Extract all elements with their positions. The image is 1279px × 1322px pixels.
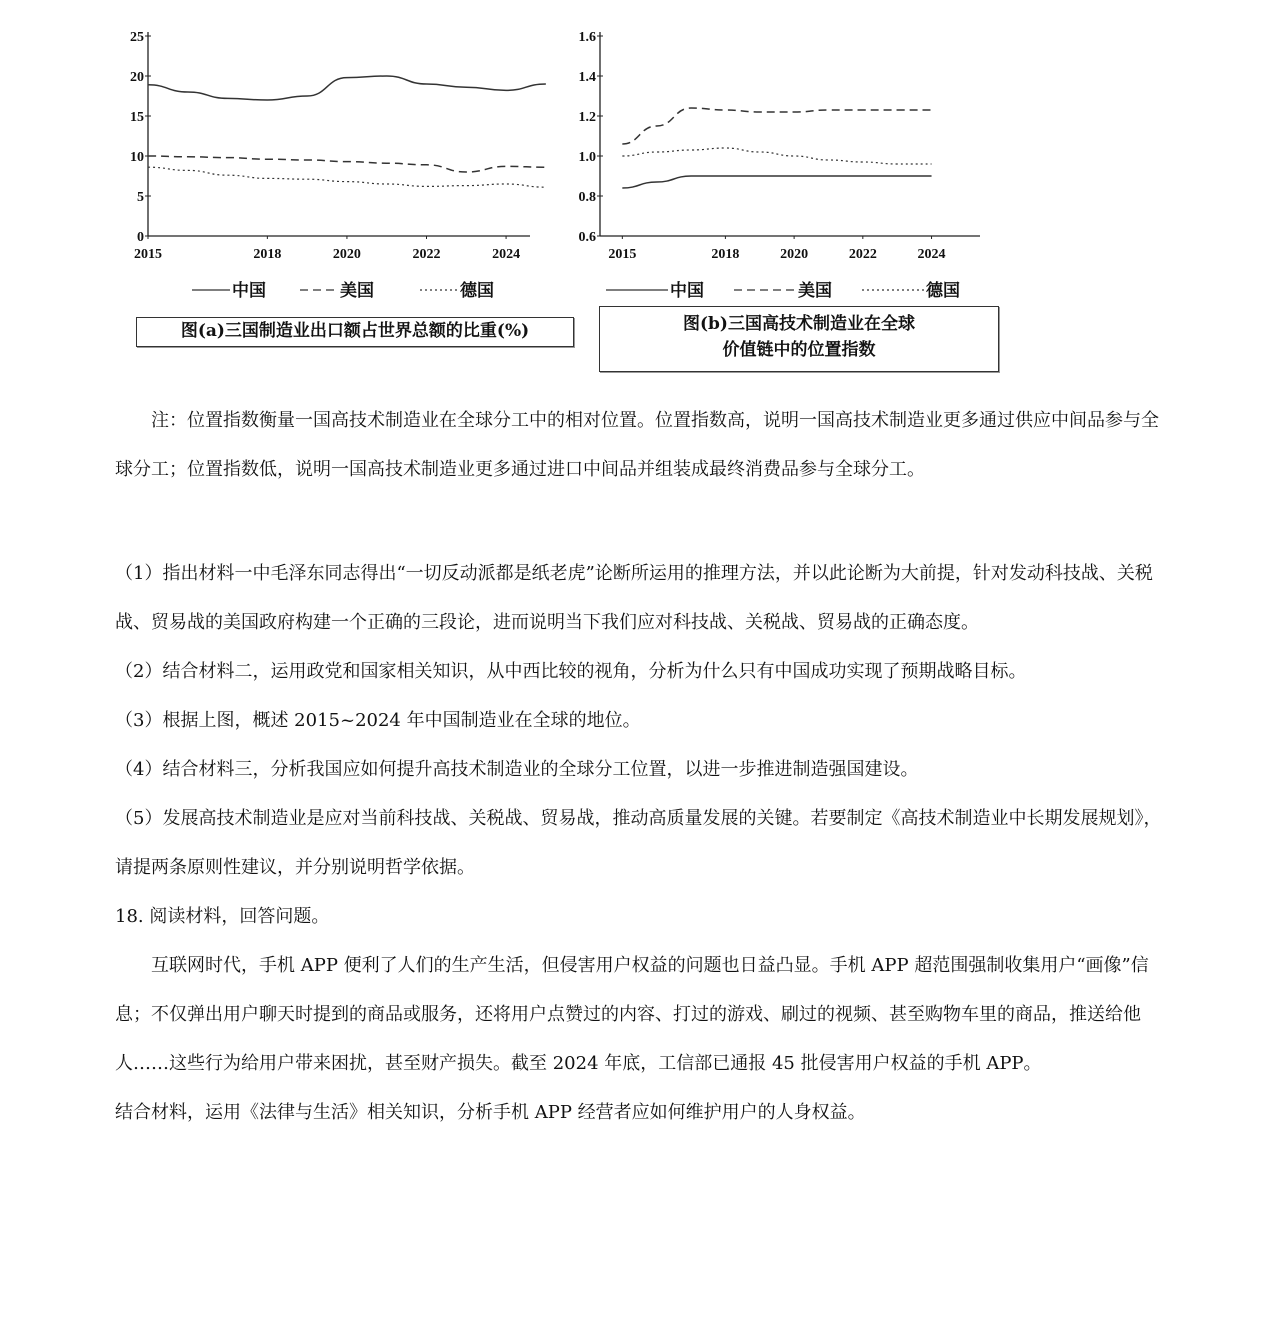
- chart-b-caption-line2: 价值链中的位置指数: [722, 340, 876, 360]
- question-5: （5）发展高技术制造业是应对当前科技战、关税战、贸易战，推动高质量发展的关键。若要制定《高技术制造业中长期发展规划》，请提两条原则性建议，并分别说明哲学依据。: [115, 808, 1162, 878]
- y-tick-label: 1.4: [578, 70, 596, 85]
- chart-a-export-share: [110, 0, 550, 301]
- x-tick-label: 2015: [608, 247, 637, 262]
- x-tick-label: 2024: [917, 247, 946, 262]
- chart-b-caption: [599, 306, 999, 372]
- chart-a-axes: [130, 30, 530, 262]
- y-tick-label: 1.6: [578, 30, 596, 45]
- note-text: 注：位置指数衡量一国高技术制造业在全球分工中的相对位置。位置指数高，说明一国高技术制造业更多通过供应中间品参与全球分工；位置指数低，说明一国高技术制造业更多通过进口中间品并组装成最终消费品参与全球分工。: [115, 410, 1159, 480]
- x-tick-label: 2022: [848, 247, 877, 262]
- series-line-2: [148, 156, 546, 172]
- question-18-prompt: 结合材料，运用《法律与生活》相关知识，分析手机 APP 经营者应如何维护用户的人身权益。: [115, 1102, 866, 1123]
- chart-b-caption-line1: 图(b)三国高技术制造业在全球: [683, 314, 915, 334]
- question-4: （4）结合材料三，分析我国应如何提升高技术制造业的全球分工位置，以进一步推进制造强国建设。: [115, 759, 919, 780]
- legend-label-2: 美国: [340, 281, 374, 301]
- y-tick-label: 0: [137, 230, 144, 245]
- y-tick-label: 10: [130, 150, 144, 165]
- x-tick-label: 2018: [711, 247, 740, 262]
- question-18-material: 互联网时代，手机 APP 便利了人们的生产生活，但侵害用户权益的问题也日益凸显。手机 APP 超范围强制收集用户“画像”信息；不仅弹出用户聊天时提到的商品或服务，还将用户点赞过的内容、打过的游戏、刷过的视频、甚至购物车里的商品，推送给他人……这些行为给用户带来困扰，甚至财产损失。截至 2024 年底，工信部已通报 45 批侵害用户权益的手机 APP。: [115, 955, 1149, 1074]
- question-3: （3）根据上图，概述 2015~2024 年中国制造业在全球的地位。: [115, 710, 641, 731]
- legend-label-1: 中国: [232, 281, 266, 301]
- legend-label-3: 德国: [460, 281, 494, 301]
- series-line-2: [622, 108, 931, 144]
- legend-label-2: 美国: [798, 281, 832, 301]
- y-tick-label: 25: [130, 30, 144, 45]
- chart-a-lines: [148, 76, 546, 187]
- chart-a-legend: [192, 280, 494, 301]
- y-tick-label: 1.2: [578, 110, 596, 125]
- chart-b-axes: [579, 30, 981, 262]
- x-tick-label: 2022: [412, 247, 441, 262]
- y-tick-label: 1.0: [578, 150, 596, 165]
- y-tick-label: 5: [137, 190, 144, 205]
- question-1: （1）指出材料一中毛泽东同志得出“一切反动派都是纸老虎”论断所运用的推理方法，并以此论断为大前提，针对发动科技战、关税战、贸易战的美国政府构建一个正确的三段论，进而说明当下我们应对科技战、关税战、贸易战的正确态度。: [115, 563, 1153, 633]
- y-tick-label: 0.6: [578, 230, 596, 245]
- x-tick-label: 2020: [332, 247, 361, 262]
- legend-label-3: 德国: [926, 281, 960, 301]
- chart-b-legend: [606, 280, 960, 301]
- x-tick-label: 2020: [780, 247, 809, 262]
- y-tick-label: 20: [130, 70, 144, 85]
- question-2: （2）结合材料二，运用政党和国家相关知识，从中西比较的视角，分析为什么只有中国成功实现了预期战略目标。: [115, 661, 1027, 682]
- question-18-title: 18. 阅读材料，回答问题。: [115, 906, 330, 927]
- note-paragraph: [115, 396, 1165, 494]
- series-line-3: [148, 167, 546, 187]
- series-line-3: [622, 148, 931, 164]
- x-tick-label: 2018: [253, 247, 282, 262]
- y-tick-label: 15: [130, 110, 144, 125]
- x-tick-label: 2024: [492, 247, 521, 262]
- series-line-1: [148, 76, 546, 100]
- questions: [115, 549, 1165, 1137]
- x-tick-label: 2015: [134, 247, 162, 262]
- chart-a-caption: 图(a)三国制造业出口额占世界总额的比重(%): [136, 317, 574, 347]
- legend-label-1: 中国: [670, 281, 704, 301]
- chart-b-position-index: [560, 0, 1000, 301]
- y-tick-label: 0.8: [578, 190, 596, 205]
- chart-b-lines: [622, 108, 931, 188]
- series-line-1: [622, 176, 931, 188]
